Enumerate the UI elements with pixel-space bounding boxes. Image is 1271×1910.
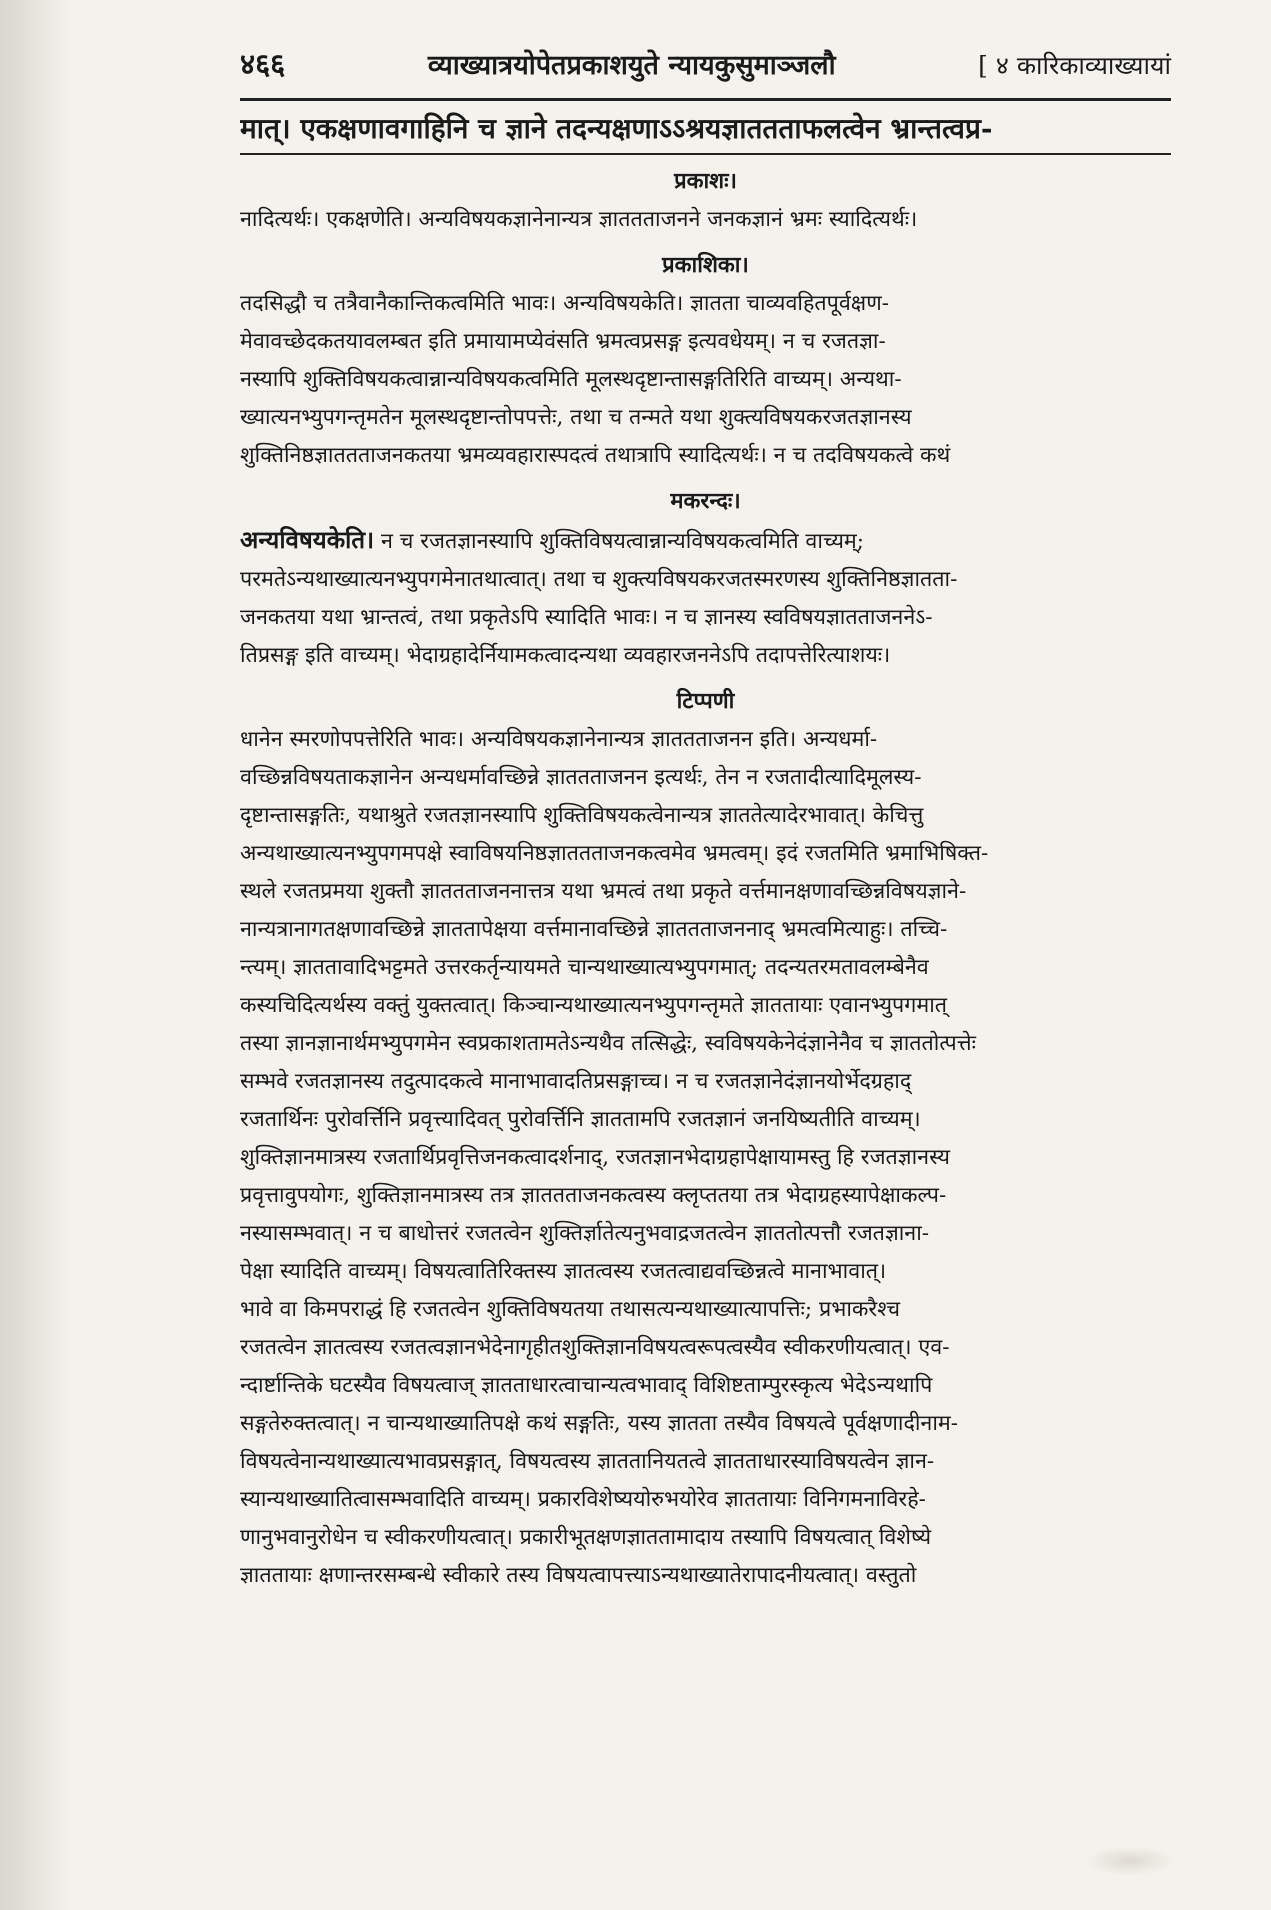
line-text: ख्यात्यनभ्युपगन्तृमतेन मूलस्थदृष्टान्तोपपत्तेः, तथा च तन्मते यथा शुक्त्यविषयकरजतज्ञानस्य [240,405,912,430]
line-text: प्रवृत्तावुपयोगः, शुक्तिज्ञानमात्रस्य तत्र ज्ञाततताजनकत्वस्य क्लृप्ततया तत्र भेदाग्रहस्यापेक्षाकल्प- [240,1183,947,1208]
line-text: शुक्तिज्ञानमात्रस्य रजतार्थिप्रवृत्तिजनकत्वादर्शनाद्, रजतज्ञानभेदाग्रहापेक्षायामस्तु हि रजतज्ञानस्य [240,1145,950,1170]
commentary-line [240,285,1171,323]
line-text: स्यान्यथाख्यातित्वासम्भवादिति वाच्यम्। प्रकारविशेष्ययोरुभयोरेव ज्ञाततायाः विनिगमनाविरहे- [240,1487,926,1512]
section-label: [ ४ कारिकाव्याख्यायां [978,51,1171,80]
commentary-line [240,835,1171,873]
page-number: ४६६ [240,47,286,81]
commentary-line [240,1101,1171,1139]
line-text: भावे वा किमपराद्धं हि रजतत्वेन शुक्तिविषयतया तथासत्यन्यथाख्यात्यापत्तिः; प्रभाकरैश्च [240,1297,900,1322]
line-text: नान्यत्रानागतक्षणावच्छिन्ने ज्ञाततापेक्षया वर्त्तमानावच्छिन्ने ज्ञाततताजननाद् भ्रमत्वमित्याहुः। तच्चि- [240,917,948,942]
line-text: पेक्षा स्यादिति वाच्यम्। विषयत्वातिरिक्तस्य ज्ञातत्वस्य रजतत्वाद्यवच्छिन्नत्वे मानाभावात्। [240,1259,887,1284]
commentary-line [240,201,1171,239]
line-text: ज्ञाततायाः क्षणान्तरसम्बन्धे स्वीकारे तस्य विषयत्वापत्त्याऽन्यथाख्यातेरापादनीयत्वात्। वस्तुतो [240,1563,917,1588]
line-text: अन्यथाख्यात्यनभ्युपगमपक्षे स्वाविषयनिष्ठज्ञाततताजनकत्वमेव भ्रमत्वम्। इदं रजतमिति भ्रमाभिषिक्त- [240,841,989,866]
commentary-line [240,599,1171,637]
commentary-line [240,1367,1171,1405]
line-text: णानुभवानुरोधेन च स्वीकरणीयत्वात्। प्रकारीभूतक्षणज्ञाततामादाय तस्यापि विषयत्वात् विशेष्ये [240,1525,932,1550]
paper-stain [1085,1846,1175,1876]
commentary-line [240,437,1171,475]
commentary-title: प्रकाशः। [674,168,737,194]
line-text: रजतत्वेन ज्ञातत्वस्य रजतत्वज्ञानभेदेनागृहीतशुक्तिज्ञानविषयत्वरूपत्वस्यैव स्वीकरणीयत्वात्। एव- [240,1335,950,1360]
commentary-line [240,1063,1171,1101]
commentary-line [240,361,1171,399]
line-text: नादित्यर्थः। एकक्षणेति। अन्यविषयकज्ञानेनान्यत्र ज्ञाततताजनने जनकज्ञानं भ्रमः स्यादित्यर्थः। [240,207,918,232]
line-text: विषयत्वेनान्यथाख्यात्यभावप्रसङ्गात्, विषयत्वस्य ज्ञाततानियतत्वे ज्ञातताधारस्याविषयत्वेन ज्ञान- [240,1449,935,1474]
line-text: सम्भवे रजतज्ञानस्य तदुत्पादकत्वे मानाभावादतिप्रसङ्गाच्च। न च रजतज्ञानेदंज्ञानयोर्भेदग्रहाद् [240,1069,912,1094]
commentary-line [240,561,1171,599]
mula-text-line: मात्। एकक्षणावगाहिनि च ज्ञाने तदन्यक्षणाऽऽश्रयज्ञाततताफलत्वेन भ्रान्तत्वप्र- [240,98,1171,155]
commentary-line [240,1291,1171,1329]
commentary-line [240,1253,1171,1291]
commentary-title: मकरन्दः। [670,488,741,514]
line-text: न्दार्ष्टान्तिके घटस्यैव विषयत्वाज् ज्ञातताधारत्वाचान्यत्वभावाद् विशिष्टताम्पुरस्कृत्य भेदेऽन्यथापि [240,1373,933,1398]
commentary-line [240,1519,1171,1557]
line-text: रजतार्थिनः पुरोवर्त्तिनि प्रवृत्त्यादिवत् पुरोवर्त्तिनि ज्ञाततामपि रजतज्ञानं जनयिष्यतीति वाच्यम्। [240,1107,921,1132]
commentary-line [240,1215,1171,1253]
commentary-line [240,323,1171,361]
commentary-title: प्रकाशिका। [662,252,749,278]
line-text: मेवावच्छेदकतयावलम्बत इति प्रमायामप्येवंसति भ्रमत्वप्रसङ्ग इत्यवधेयम्। न च रजतज्ञा- [240,329,886,354]
commentary-line [240,1405,1171,1443]
commentary-line [240,987,1171,1025]
commentary-line [240,797,1171,835]
commentary-title: टिप्पणी [676,688,735,714]
commentary-line [240,721,1171,759]
commentary-line [240,1177,1171,1215]
commentary-line [240,873,1171,911]
line-text: कस्यचिदित्यर्थस्य वक्तुं युक्तत्वात्। किञ्चान्यथाख्यात्यनभ्युपगन्तृमते ज्ञाततायाः एवानभ्युपगमात् [240,993,948,1018]
line-text: तस्या ज्ञानज्ञानार्थमभ्युपगमेन स्वप्रकाशतामतेऽन्यथैव तत्सिद्धेः, स्वविषयकेनेदंज्ञानेनैव च ज्ञाततोत्पत्तेः [240,1031,976,1056]
line-text: न्त्यम्। ज्ञाततावादिभट्टमते उत्तरकर्तृन्यायमते चान्यथाख्यात्यभ्युपगमात्; तदन्यतरमतावलम्बेनैव [240,955,929,980]
line-text: तिप्रसङ्ग इति वाच्यम्। भेदाग्रहादेर्नियामकत्वादन्यथा व्यवहारजननेऽपि तदापत्तेरित्याशयः। [240,643,891,668]
commentary-line [240,1557,1171,1595]
line-text: दृष्टान्तासङ्गतिः, यथाश्रुते रजतज्ञानस्यापि शुक्तिविषयकत्वेनान्यत्र ज्ञाततेत्यादेरभावात्। केचित्तु [240,803,924,828]
line-text: न च रजतज्ञानस्यापि शुक्तिविषयत्वान्नान्यविषयकत्वमिति वाच्यम्; [374,529,865,554]
running-header [240,44,1171,92]
line-text: सङ्गतेरुक्तत्वात्। न चान्यथाख्यातिपक्षे कथं सङ्गतिः, यस्य ज्ञातता तस्यैव विषयत्वे पूर्वक्षणादीनाम- [240,1411,959,1436]
commentary-line [240,399,1171,437]
commentary-container [240,165,1171,1595]
commentary-line [240,911,1171,949]
book-title: व्याख्यात्रयोपेतप्रकाशयुते न्यायकुसुमाञ्जलौ [427,50,836,81]
commentary-line [240,1481,1171,1519]
commentary-line [240,521,1171,561]
commentary-line [240,637,1171,675]
commentary-line [240,759,1171,797]
line-text: वच्छिन्नविषयताकज्ञानेन अन्यधर्मावच्छिन्ने ज्ञाततताजनन इत्यर्थः, तेन न रजतादीत्यादिमूलस्य- [240,765,922,790]
commentary-line [240,949,1171,987]
line-text: शुक्तिनिष्ठज्ञाततताजनकतया भ्रमव्यवहारास्पदत्वं तथात्रापि स्यादित्यर्थः। न च तदविषयकत्वे कथं [240,443,951,468]
page-edge-shadow [0,0,70,1910]
lemma-heading: अन्यविषयकेति। [240,525,375,554]
line-text: जनकतया यथा भ्रान्तत्वं, तथा प्रकृतेऽपि स्यादिति भावः। न च ज्ञानस्य स्वविषयज्ञातताजननेऽ- [240,605,933,630]
line-text: नस्यापि शुक्तिविषयकत्वान्नान्यविषयकत्वमिति मूलस्थदृष्टान्तासङ्गतिरिति वाच्यम्। अन्यथा- [240,367,902,392]
commentary-line [240,1329,1171,1367]
commentary-line [240,1443,1171,1481]
line-text: नस्यासम्भवात्। न च बाधोत्तरं रजतत्वेन शुक्तिर्ज्ञातेत्यनुभवाद्रजतत्वेन ज्ञाततोत्पत्तौ रजतज्ञाना- [240,1221,930,1246]
line-text: स्थले रजतप्रमया शुक्तौ ज्ञाततताजननात्तत्र यथा भ्रमत्वं तथा प्रकृते वर्त्तमानक्षणावच्छिन्नविषयज्ञाने- [240,879,967,904]
commentary-line [240,1139,1171,1177]
line-text: धानेन स्मरणोपपत्तेरिति भावः। अन्यविषयकज्ञानेनान्यत्र ज्ञाततताजनन इति। अन्यधर्मा- [240,727,878,752]
line-text: तदसिद्धौ च तत्रैवानैकान्तिकत्वमिति भावः। अन्यविषयकेति। ज्ञातता चाव्यवहितपूर्वक्षण- [240,291,890,316]
commentary-line [240,1025,1171,1063]
line-text: परमतेऽन्यथाख्यात्यनभ्युपगमेनातथात्वात्। तथा च शुक्त्यविषयकरजतस्मरणस्य शुक्तिनिष्ठज्ञातता- [240,567,958,592]
